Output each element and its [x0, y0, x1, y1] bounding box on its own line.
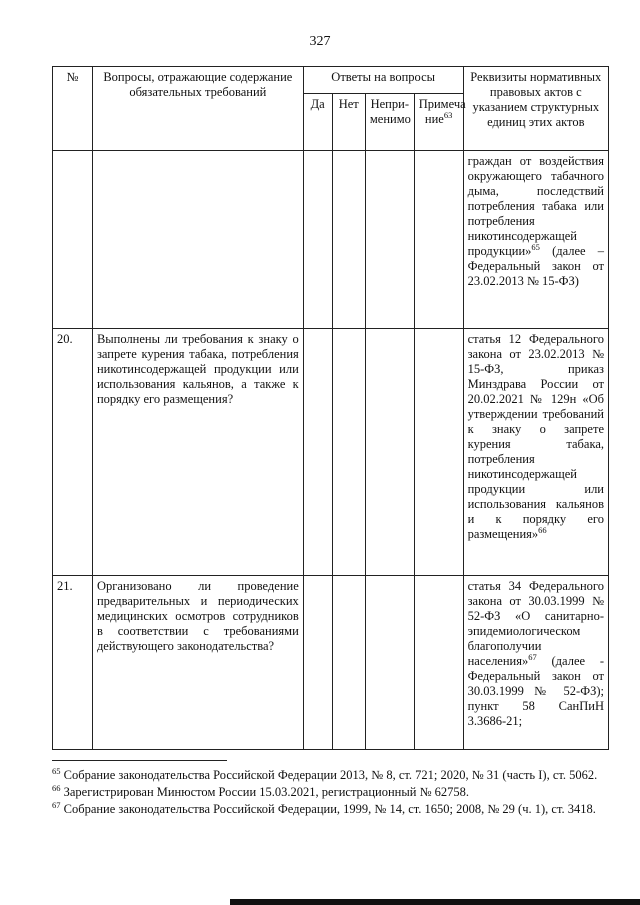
header-questions: Вопросы, отражающие содержание обязательных требований — [92, 67, 303, 151]
footnote-number: 67 — [52, 799, 61, 810]
requisite-tail: (далее – Федеральный закон от 23.02.2013 № 15-ФЗ) — [467, 244, 604, 288]
header-yes: Да — [303, 94, 332, 151]
table-row — [53, 576, 609, 750]
answer-note-cell — [414, 329, 463, 576]
header-na: Непри-менимо — [365, 94, 414, 151]
footnote-ref: 67 — [528, 651, 537, 662]
header-requisites: Реквизиты нормативных правовых актов с указанием структурных единиц этих актов — [463, 67, 608, 151]
row-num: 20. — [53, 329, 93, 576]
answer-no-cell — [332, 151, 365, 329]
answer-no-cell — [332, 329, 365, 576]
footnote-number: 65 — [52, 765, 61, 776]
requisite-text: граждан от воздействия окружающего табачного дыма, последствий потребления табака или потребления никотинсодержащей продукции» — [467, 154, 604, 258]
answer-yes-cell — [303, 576, 332, 750]
requisite-tail: (далее - Федеральный закон от 30.03.1999 № 52-ФЗ); пункт 58 СанПиН 3.3686-21; — [467, 654, 604, 728]
row-question — [92, 151, 303, 329]
answer-na-cell — [365, 329, 414, 576]
requirements-table — [52, 66, 609, 750]
footnote — [52, 782, 609, 800]
header-note-ref: 63 — [443, 109, 453, 120]
row-requisites — [463, 576, 608, 750]
footnote-text: Собрание законодательства Российской Федерации 2013, № 8, ст. 721; 2020, № 31 (часть I), ст. 5062. — [63, 768, 598, 782]
footnote-separator — [52, 760, 227, 761]
footnote — [52, 765, 609, 783]
answer-yes-cell — [303, 329, 332, 576]
footnote — [52, 799, 609, 817]
answer-na-cell — [365, 576, 414, 750]
footnote-text: Зарегистрирован Минюстом России 15.03.2021, регистрационный № 62758. — [63, 785, 470, 799]
row-requisites — [463, 151, 608, 329]
footnote-ref: 65 — [531, 241, 540, 252]
header-note — [414, 94, 466, 151]
header-row-1 — [53, 67, 609, 94]
header-answers: Ответы на вопросы — [303, 67, 463, 94]
answer-no-cell — [332, 576, 365, 750]
row-question: Организовано ли проведение предварительных и периодических медицинских осмотров сотрудников в соответствии с требованиями действующего законодательства? — [92, 576, 303, 750]
table-row — [53, 329, 609, 576]
row-question: Выполнены ли требования к знаку о запрете курения табака, потребления никотинсодержащей продукции или использования кальянов, а также к порядку его размещения? — [92, 329, 303, 576]
header-note-label: Примеча ние — [418, 97, 466, 126]
footnote-ref: 66 — [538, 524, 547, 535]
header-no: Нет — [332, 94, 365, 151]
footnote-text: Собрание законодательства Российской Федерации, 1999, № 14, ст. 1650; 2008, № 29 (ч. 1), ст. 3418. — [63, 802, 596, 816]
requisite-text: статья 34 Федерального закона от 30.03.1999 № 52-ФЗ «О санитарно-эпидемиологическом благополучии населения» — [467, 579, 604, 668]
footnote-number: 66 — [52, 782, 61, 793]
row-num — [53, 151, 93, 329]
header-num: № — [53, 67, 93, 151]
row-requisites — [463, 329, 608, 576]
table-row — [53, 151, 609, 329]
scan-edge — [230, 899, 640, 905]
footnotes — [52, 765, 609, 819]
row-num: 21. — [53, 576, 93, 750]
answer-note-cell — [414, 151, 463, 329]
page-number: 327 — [309, 34, 331, 49]
answer-yes-cell — [303, 151, 332, 329]
requisite-text: статья 12 Федерального закона от 23.02.2013 № 15-ФЗ, приказ Минздрава России от 20.02.2021 № 129н «Об утверждении требований к знаку о запрете курения табака, потребления никотинсодержащей продукции или использования кальянов и к порядку его размещения» — [467, 332, 604, 541]
answer-note-cell — [414, 576, 463, 750]
answer-na-cell — [365, 151, 414, 329]
